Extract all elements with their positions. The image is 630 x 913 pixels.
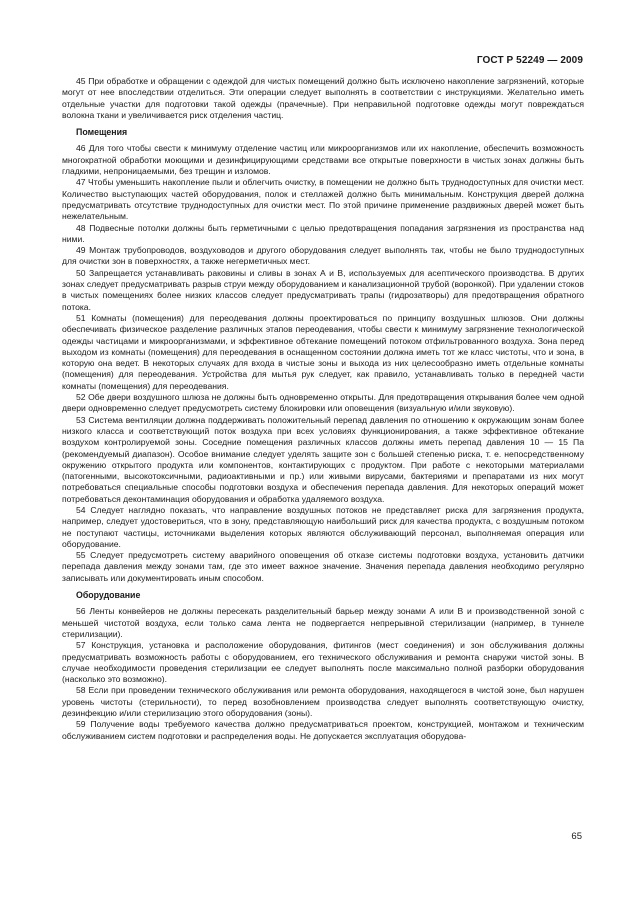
document-body	[62, 76, 584, 742]
page-number: 65	[571, 831, 582, 842]
paragraph: 54 Следует наглядно показать, что направление воздушных потоков не представляет риска для загрязнения продукта, например, следует удостовериться, что в зону, представляющую наибольший риск для качества продукта, с воздушным потоком не поступают частицы, источниками выделения которых являются обслуживающий персонал, выполняемая операция или оборудование.	[62, 504, 584, 549]
paragraph: 57 Конструкция, установка и расположение оборудования, фитингов (мест соединения) и зон обслуживания должны предусматривать возможность работы с оборудованием, его технического обслуживания и ремонта снаружи чистой зоны. В случае необходимости проведения стерилизации ее следует выполнять после максимально полной разборки оборудования (насколько это возможно).	[62, 640, 584, 685]
paragraph: 55 Следует предусмотреть систему аварийного оповещения об отказе системы подготовки воздуха, установить датчики перепада давления между зонами там, где это имеет важное значение. Значения перепада давления необходимо регулярно записывать или документировать иным способом.	[62, 550, 584, 583]
paragraph: 47 Чтобы уменьшить накопление пыли и облегчить очистку, в помещении не должно быть труднодоступных для очистки мест. Количество выступающих частей оборудования, полок и стеллажей должно быть минимальным. Конструкция дверей должна предусматривать отсутствие труднодоступных для очистки мест. По этой причине применение раздвижных дверей может быть нежелательным.	[62, 177, 584, 222]
paragraph: 53 Система вентиляции должна поддерживать положительный перепад давления по отношению к окружающим зонам более низкого класса и соответствующий поток воздуха при всех условиях функционирования, а также эффективное обтекание воздухом контролируемой зоны. Соседние помещения различных классов должны иметь перепад давления 10 — 15 Па (рекомендуемый диапазон). Особое внимание следует уделять защите зон с большей степенью риска, т. е. непосредственному окружению открытого продукта или компонентов, контактирующих с продуктом. При работе с некоторыми материалами (патогенными, высокотоксичными, радиоактивными и пр.) или живыми вирусами, бактериями и препаратами из них могут потребоваться специальные способы подготовки воздуха и обеспечения перепада давления. Для некоторых операций может потребоваться деконтаминация оборудования и обработка удаляемого воздуха.	[62, 414, 584, 504]
section-heading: Помещения	[76, 127, 128, 138]
paragraph: 52 Обе двери воздушного шлюза не должны быть одновременно открыты. Для предотвращения открывания более чем одной двери одновременно следует предусмотреть систему блокировки или оповещения (визуальную и/или звуковую).	[62, 392, 584, 414]
paragraph: 46 Для того чтобы свести к минимуму отделение частиц или микроорганизмов или их накопление, обеспечить возможность многократной обработки моющими и дезинфицирующими средствами все открытые поверхности в чистых зонах должны быть гладкими, непроницаемыми, без трещин и изломов.	[62, 143, 584, 177]
paragraph: 51 Комнаты (помещения) для переодевания должны проектироваться по принципу воздушных шлюзов. Они должны обеспечивать физическое разделение различных этапов переодевания, чтобы свести к минимуму загрязнение технологической одежды частицами и микроорганизмами, и эффективное обтекание помещений потоком отфильтрованного воздуха. Зона перед выходом из комнаты (помещения) для переодевания в оснащенном состоянии должна иметь тот же класс чистоты, что и зона, в которую она ведет. В некоторых случаях для входа в чистые зоны и выхода из них целесообразно иметь отдельные комнаты (помещения) для переодевания. Устройства для мытья рук следует, как правило, устанавливать только в передней части комнаты (помещения) для переодевания.	[62, 312, 584, 391]
paragraph: 50 Запрещается устанавливать раковины и сливы в зонах А и В, используемых для асептического производства. В других зонах следует предусматривать разрыв струи между оборудованием и канализационной трубой (воронкой). При удалении стоков в чистых помещениях более низких классов следует предусматривать трапы (гидрозатворы) для предотвращения обратного потока.	[62, 267, 584, 312]
paragraph: 45 При обработке и обращении с одеждой для чистых помещений должно быть исключено накопление загрязнений, которые могут от нее впоследствии отделиться. Эти операции следует выполнять в соответствии с инструкциями. Желательно иметь отдельные участки для подготовки такой одежды (прачечные). При неправильной подготовке одежды могут повреждаться волокна ткани и увеличивается риск отделения частиц.	[62, 76, 584, 120]
paragraph: 56 Ленты конвейеров не должны пересекать разделительный барьер между зонами А или В и производственной зоной с меньшей чистотой воздуха, если только сама лента не подвергается непрерывной стерилизации (например, в туннеле стерилизации).	[62, 606, 584, 639]
paragraph: 58 Если при проведении технического обслуживания или ремонта оборудования, находящегося в чистой зоне, был нарушен уровень чистоты (стерильности), то перед возобновлением производства следует выполнять соответствующую очистку, дезинфекцию и/или стерилизацию этого оборудования (зоны).	[62, 685, 584, 719]
standard-header: ГОСТ Р 52249 — 2009	[476, 55, 583, 66]
paragraph: 49 Монтаж трубопроводов, воздуховодов и другого оборудования следует выполнять так, чтобы не было труднодоступных для очистки зон в поверхностях, а также негерметичных мест.	[62, 245, 584, 267]
paragraph: 59 Получение воды требуемого качества должно предусматриваться проектом, конструкцией, монтажом и техническим обслуживанием систем подготовки и распределения воды. Не допускается эксплуатация оборудова-	[62, 719, 584, 741]
paragraph: 48 Подвесные потолки должны быть герметичными с целью предотвращения попадания загрязнения из пространства над ними.	[62, 222, 584, 244]
section-heading: Оборудование	[76, 590, 141, 601]
